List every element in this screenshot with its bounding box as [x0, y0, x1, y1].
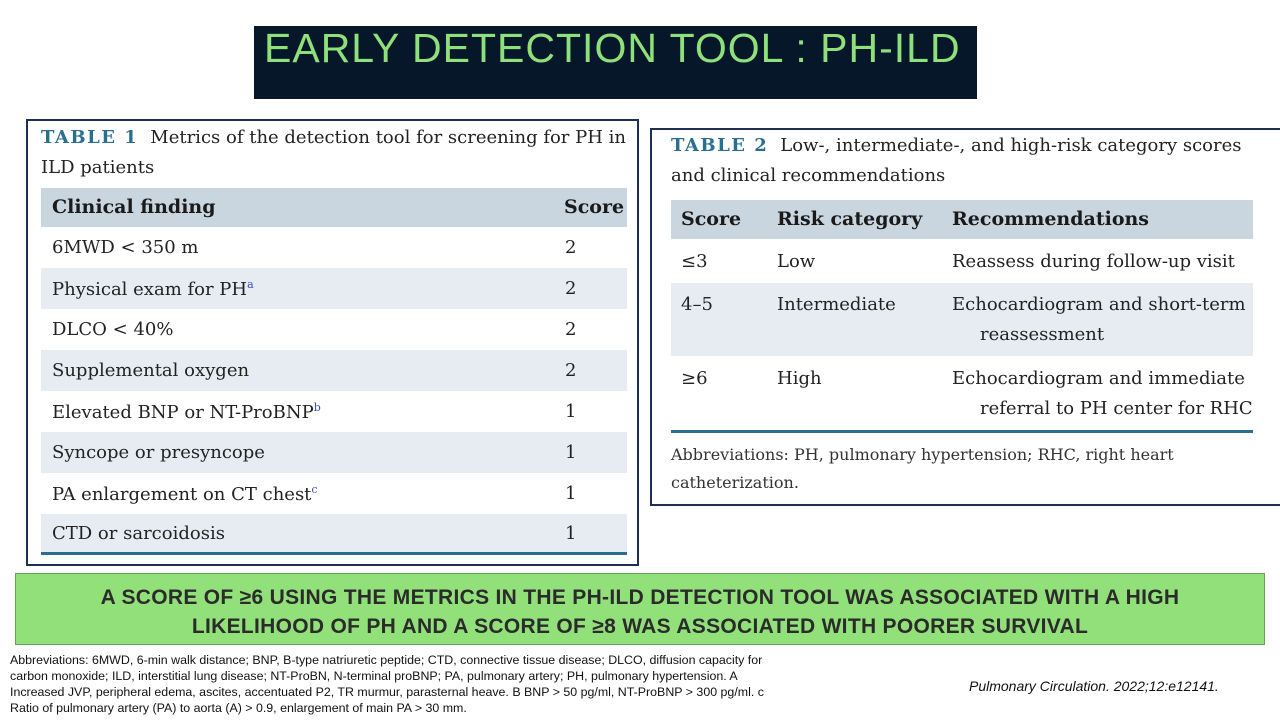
table1-score: 1: [565, 442, 577, 463]
citation: Pulmonary Circulation. 2022;12:e12141.: [969, 678, 1219, 694]
table1-score: 1: [565, 483, 577, 504]
table1-finding: Syncope or presyncope: [52, 442, 265, 463]
table1-finding: Elevated BNP or NT-ProBNP: [52, 402, 314, 423]
table2-risk: Low: [777, 251, 816, 272]
table2-risk: Intermediate: [777, 294, 896, 315]
table2-recommendation-cont: referral to PH center for RHC: [980, 398, 1253, 419]
table2-header-risk: Risk category: [777, 208, 923, 230]
table-row: [41, 473, 627, 514]
table2-score: ≤3: [681, 251, 708, 272]
table-row: [671, 283, 1253, 356]
table1-finding: Physical exam for PH: [52, 279, 248, 300]
table1-finding: 6MWD < 350 m: [52, 237, 199, 258]
table1-label: TABLE 1: [41, 127, 139, 148]
table2-header-recommendations: Recommendations: [952, 208, 1150, 230]
table2-bottom-rule: [671, 430, 1253, 433]
table2-score: 4–5: [681, 294, 713, 315]
footnote-marker: a: [247, 278, 254, 291]
page-title: EARLY DETECTION TOOL : PH-ILD: [264, 25, 961, 71]
table-row: [41, 309, 627, 350]
table1-panel: [26, 119, 639, 566]
table-row: [41, 432, 627, 473]
table-row: [41, 227, 627, 268]
table1-score: 2: [565, 360, 577, 381]
table2-caption-line1: Low-, intermediate-, and high-risk category scores: [780, 135, 1242, 156]
title-bar: [254, 26, 977, 99]
footnote-marker: c: [311, 483, 318, 496]
table2-recommendation-cont: reassessment: [980, 324, 1105, 345]
table1-score: 2: [565, 278, 577, 299]
table1-header-finding: Clinical finding: [52, 196, 216, 218]
footer-line1: Abbreviations: 6MWD, 6-min walk distance; BNP, B-type natriuretic peptide; CTD, connective tissue disease; DLCO, diffusion capacity for: [10, 653, 763, 667]
table2-risk: High: [777, 368, 822, 389]
footer-line3: Increased JVP, peripheral edema, ascites, accentuated P2, TR murmur, parasternal heave. B BNP > 50 pg/ml, NT-ProBNP > 300 pg/ml. c: [10, 685, 764, 699]
key-finding-text: [16, 583, 1264, 641]
table1-header-row: [41, 188, 627, 227]
table2-abbr-line2: catheterization.: [671, 473, 799, 492]
footer-line4: Ratio of pulmonary artery (PA) to aorta (A) > 0.9, enlargement of main PA > 30 mm.: [10, 701, 467, 715]
key-finding-banner: [15, 573, 1265, 645]
table1-header-score: Score: [564, 196, 625, 218]
footnote-marker: b: [313, 401, 321, 414]
table2-header-score: Score: [681, 208, 742, 230]
footer-abbreviations: [10, 652, 890, 716]
table2-recommendation: Echocardiogram and immediate: [952, 368, 1245, 389]
table1-score: 1: [565, 523, 577, 544]
table1-finding: CTD or sarcoidosis: [52, 523, 225, 544]
table1-finding: Supplemental oxygen: [52, 360, 250, 381]
table-row: [671, 239, 1253, 283]
table2-panel: [650, 128, 1280, 506]
footer-line2: carbon monoxide; ILD, interstitial lung disease; NT-ProBN, N-terminal proBNP; PA, pulmonary artery; PH, pulmonary hypertension. A: [10, 669, 738, 683]
table2-recommendation: Reassess during follow-up visit: [952, 251, 1235, 272]
table-row: [41, 350, 627, 391]
table-row: [41, 514, 627, 553]
table1-score: 2: [565, 237, 577, 258]
table-row: [41, 268, 627, 309]
table1-finding: DLCO < 40%: [52, 319, 174, 340]
table1-caption-line1: Metrics of the detection tool for screening for PH in: [150, 127, 627, 148]
banner-line1: A SCORE OF ≥6 USING THE METRICS IN THE PH-ILD DETECTION TOOL WAS ASSOCIATED WITH A HIGH: [100, 586, 1180, 609]
table2-abbr-line1: Abbreviations: PH, pulmonary hypertension; RHC, right heart: [671, 445, 1174, 464]
table2-caption-line2: and clinical recommendations: [671, 165, 946, 186]
table2-recommendation: Echocardiogram and short-term: [952, 294, 1246, 315]
table2-header-row: [671, 200, 1253, 239]
table-row: [41, 391, 627, 432]
table1-bottom-rule: [41, 552, 627, 555]
table-row: [671, 356, 1253, 430]
table1-score: 1: [565, 401, 577, 422]
banner-line2: LIKELIHOOD OF PH AND A SCORE OF ≥8 WAS ASSOCIATED WITH POORER SURVIVAL: [191, 615, 1089, 638]
table2-label: TABLE 2: [671, 135, 769, 156]
table1-caption-line2: ILD patients: [41, 157, 155, 178]
table2-score: ≥6: [681, 368, 708, 389]
table1-finding: PA enlargement on CT chest: [52, 484, 312, 505]
table1-score: 2: [565, 319, 577, 340]
table2-caption: [671, 131, 1242, 191]
table2-abbreviations: [671, 441, 1174, 497]
table1-caption: [41, 123, 626, 183]
